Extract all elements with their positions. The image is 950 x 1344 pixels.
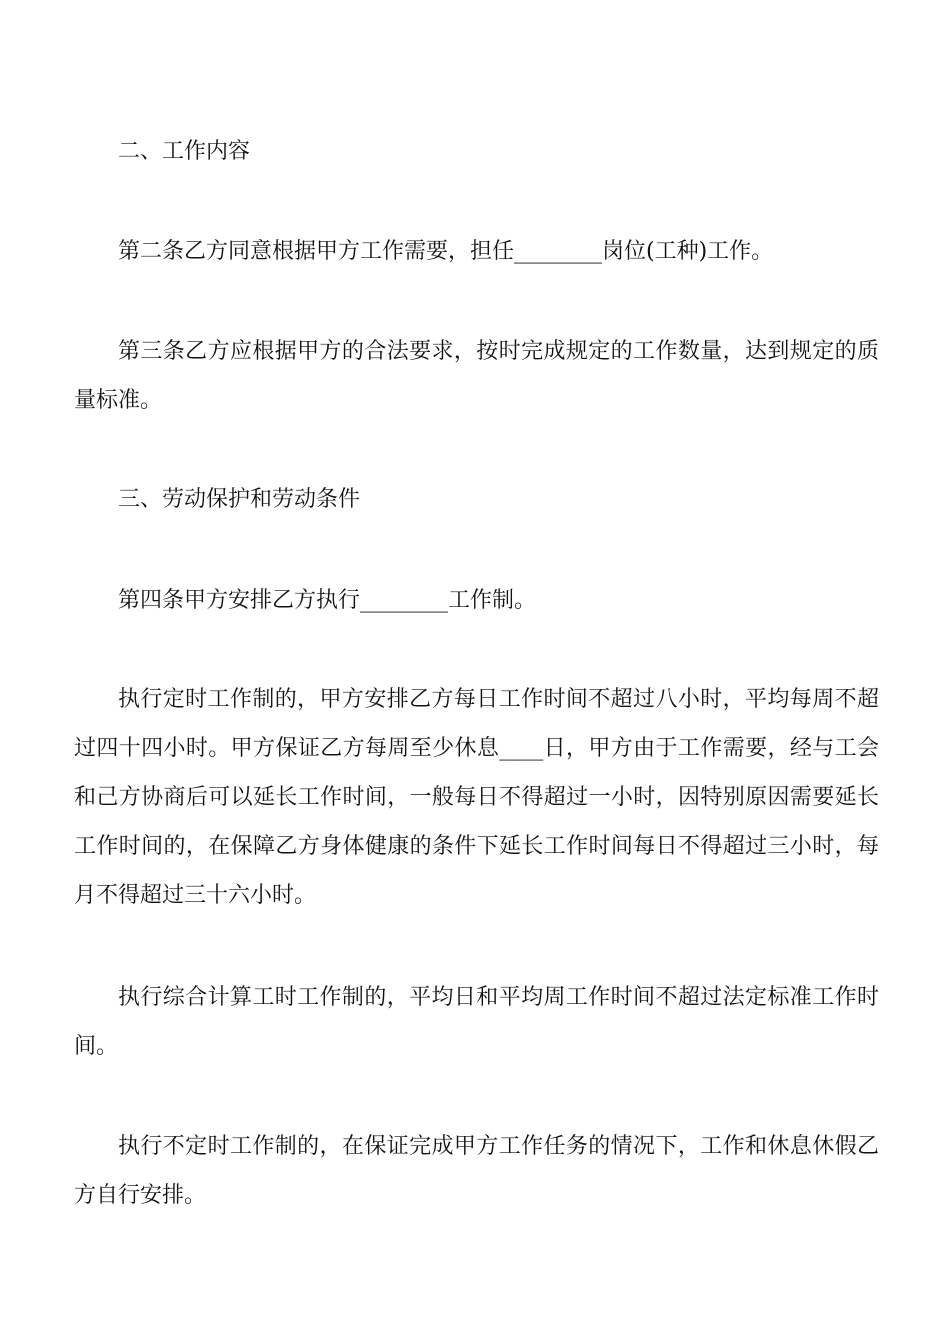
flexible-hours-paragraph: 执行不定时工作制的，在保证完成甲方工作任务的情况下，工作和休息休假乙方自行安排。 <box>74 1134 879 1208</box>
section-2-heading: 二、工作内容 <box>118 139 251 164</box>
section-3-heading: 三、劳动保护和劳动条件 <box>118 487 361 512</box>
comprehensive-hours-paragraph: 执行综合计算工时工作制的，平均日和平均周工作时间不超过法定标准工作时间。 <box>74 985 879 1059</box>
article-2-paragraph: 第二条乙方同意根据甲方工作需要，担任________岗位(工种)工作。 <box>118 239 774 264</box>
article-3-paragraph: 第三条乙方应根据甲方的合法要求，按时完成规定的工作数量，达到规定的质量标准。 <box>74 339 879 413</box>
fixed-hours-paragraph: 执行定时工作制的，甲方安排乙方每日工作时间不超过八小时，平均每周不超过四十四小时。甲方保证乙方每周至少休息____日，甲方由于工作需要，经与工会和己方协商后可以延长工作时间，一般每日不得超过一小时，因特别原因需要延长工作时间的，在保障乙方身体健康的条件下延长工作时间每日不得超过三小时，每月不得超过三十六小时。 <box>74 687 879 908</box>
article-4-paragraph: 第四条甲方安排乙方执行________工作制。 <box>118 588 537 613</box>
